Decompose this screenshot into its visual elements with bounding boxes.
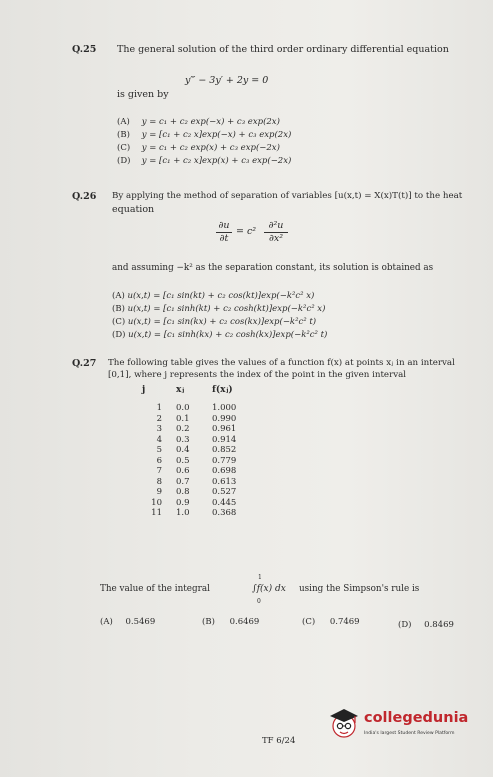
cell-xj: 0.5 <box>176 455 190 466</box>
option-value: 0.8469 <box>424 620 454 630</box>
table-row <box>138 435 262 446</box>
graduate-mascot-icon <box>328 706 360 742</box>
cell-xj: 0.3 <box>176 434 190 445</box>
q26-eq-mid: = c² <box>236 226 257 237</box>
table-row <box>138 508 262 519</box>
q25-number: Q.25 <box>72 44 97 55</box>
q26-question-line1: By applying the method of separation of variables [u(x,t) = X(x)T(t)] to the heat <box>112 191 463 201</box>
q26-option-c[interactable] <box>112 317 316 327</box>
q26-assumption-text: and assuming −k² as the separation constant, its solution is obtained as <box>112 263 434 273</box>
option-label: (B) <box>117 130 130 140</box>
option-text: y = [c₁ + c₂ x]exp(x) + c₃ exp(−2x) <box>141 156 292 166</box>
cell-j: 6 <box>156 455 162 466</box>
option-value: 0.5469 <box>125 617 156 627</box>
q26-eq-rhs <box>264 220 288 245</box>
option-text: u(x,t) = [c₁ sin(kx) + c₂ cos(kx)]exp(−k²c² t) <box>127 317 317 327</box>
cell-j: 10 <box>151 497 162 508</box>
cell-fxj: 0.613 <box>212 476 237 487</box>
option-text: y = c₁ + c₂ exp(x) + c₃ exp(−2x) <box>141 143 280 153</box>
cell-fxj: 0.914 <box>212 434 237 445</box>
option-label: (D) <box>112 330 126 340</box>
q25-option-c[interactable] <box>117 143 280 153</box>
q27-number: Q.27 <box>72 358 97 369</box>
option-label: (A) <box>100 617 113 627</box>
table-header-row <box>138 385 262 403</box>
q25-option-d[interactable] <box>117 156 291 166</box>
q27-question-line1: The following table gives the values of a function f(x) at points xⱼ in an interval <box>108 358 455 368</box>
q25-equation: y‴ − 3y′ + 2y = 0 <box>185 75 269 86</box>
option-text: y = [c₁ + c₂ x]exp(−x) + c₃ exp(2x) <box>141 130 292 140</box>
q25-question-text: The general solution of the third order ordinary differential equation <box>117 44 449 55</box>
cell-xj: 0.7 <box>176 476 190 487</box>
cell-j: 1 <box>156 403 162 413</box>
cell-j: 7 <box>156 466 162 476</box>
option-label: (B) <box>112 304 125 314</box>
table-row <box>138 466 262 477</box>
cell-xj: 0.4 <box>176 445 190 455</box>
cell-xj: 0.6 <box>176 466 190 476</box>
q25-option-a[interactable] <box>117 117 280 127</box>
option-value: 0.7469 <box>329 617 360 627</box>
table-row <box>138 456 262 467</box>
logo-wordmark: collegedunia <box>364 710 469 726</box>
q27-values-table <box>138 385 262 519</box>
table-row <box>138 487 262 498</box>
option-text: u(x,t) = [c₁ sinh(kt) + c₂ cosh(kt)]exp(−k²c² x) <box>127 304 326 314</box>
collegedunia-logo <box>328 706 478 746</box>
page-number: TF 6/24 <box>262 736 296 746</box>
q26-eq-lhs <box>216 220 232 245</box>
eq-numerator: ∂u <box>216 220 232 233</box>
q26-question-line2: equation <box>112 204 155 215</box>
option-label: (A) <box>117 117 130 127</box>
option-label: (D) <box>117 156 131 166</box>
logo-tagline: India's largest Student Review Platform <box>364 731 455 736</box>
cell-j: 9 <box>156 487 162 497</box>
cell-j: 8 <box>156 476 162 487</box>
q27-integral-prefix: The value of the integral <box>100 584 210 594</box>
q27-option-c[interactable] <box>302 617 360 627</box>
q27-option-a[interactable] <box>100 617 155 627</box>
q27-integral-suffix: using the Simpson's rule is <box>299 584 420 594</box>
cell-fxj: 0.852 <box>212 445 237 455</box>
cell-fxj: 0.698 <box>212 466 237 476</box>
cell-xj: 0.2 <box>176 424 190 434</box>
table-row <box>138 414 262 425</box>
option-label: (B) <box>202 617 215 627</box>
cell-j: 2 <box>156 413 162 424</box>
option-text: u(x,t) = [c₁ sinh(kx) + c₂ cosh(kx)]exp(−k²c² t) <box>128 330 328 340</box>
option-text: y = c₁ + c₂ exp(−x) + c₃ exp(2x) <box>141 117 280 127</box>
option-label: (C) <box>117 143 131 153</box>
q27-integral-body: ∫f(x) dx <box>252 584 286 594</box>
cell-j: 4 <box>156 434 162 445</box>
eq-numerator: ∂²u <box>264 220 288 233</box>
cell-fxj: 0.527 <box>212 487 237 497</box>
cell-fxj: 0.779 <box>212 455 237 466</box>
eq-denominator: ∂t <box>219 233 229 244</box>
integral-upper-limit: 1 <box>258 574 262 581</box>
option-value: 0.6469 <box>229 617 260 627</box>
cell-xj: 1.0 <box>176 508 190 518</box>
column-header-j: j <box>142 385 146 395</box>
option-label: (A) <box>112 291 125 301</box>
q27-option-d[interactable] <box>398 620 454 630</box>
q27-question-line2: [0,1], where j represents the index of the point in the given interval <box>108 370 407 380</box>
cell-fxj: 1.000 <box>212 403 237 413</box>
option-text: u(x,t) = [c₁ sin(kt) + c₂ cos(kt)]exp(−k²c² x) <box>127 291 315 301</box>
q26-number: Q.26 <box>72 191 97 202</box>
q26-option-a[interactable] <box>112 291 314 301</box>
column-header-xj: xⱼ <box>176 385 185 395</box>
option-label: (D) <box>398 620 412 630</box>
table-row <box>138 424 262 435</box>
table-row <box>138 403 262 414</box>
column-header-fxj: f(xⱼ) <box>212 385 233 395</box>
cell-j: 11 <box>151 508 162 518</box>
cell-j: 3 <box>156 424 162 434</box>
cell-fxj: 0.445 <box>212 497 237 508</box>
cell-fxj: 0.990 <box>212 413 237 424</box>
cell-xj: 0.9 <box>176 497 190 508</box>
cell-j: 5 <box>156 445 162 455</box>
cell-fxj: 0.368 <box>212 508 237 518</box>
cell-xj: 0.0 <box>176 403 190 413</box>
table-row <box>138 477 262 488</box>
q25-given-by: is given by <box>117 89 169 100</box>
q27-option-b[interactable] <box>202 617 259 627</box>
q26-option-d[interactable] <box>112 330 327 340</box>
q25-option-b[interactable] <box>117 130 291 140</box>
integral-lower-limit: 0 <box>257 598 261 605</box>
option-label: (C) <box>112 317 126 327</box>
eq-denominator: ∂x² <box>268 233 284 244</box>
cell-xj: 0.8 <box>176 487 190 497</box>
table-row <box>138 445 262 456</box>
q26-option-b[interactable] <box>112 304 325 314</box>
cell-xj: 0.1 <box>176 413 190 424</box>
table-row <box>138 498 262 509</box>
option-label: (C) <box>302 617 316 627</box>
cell-fxj: 0.961 <box>212 424 237 434</box>
